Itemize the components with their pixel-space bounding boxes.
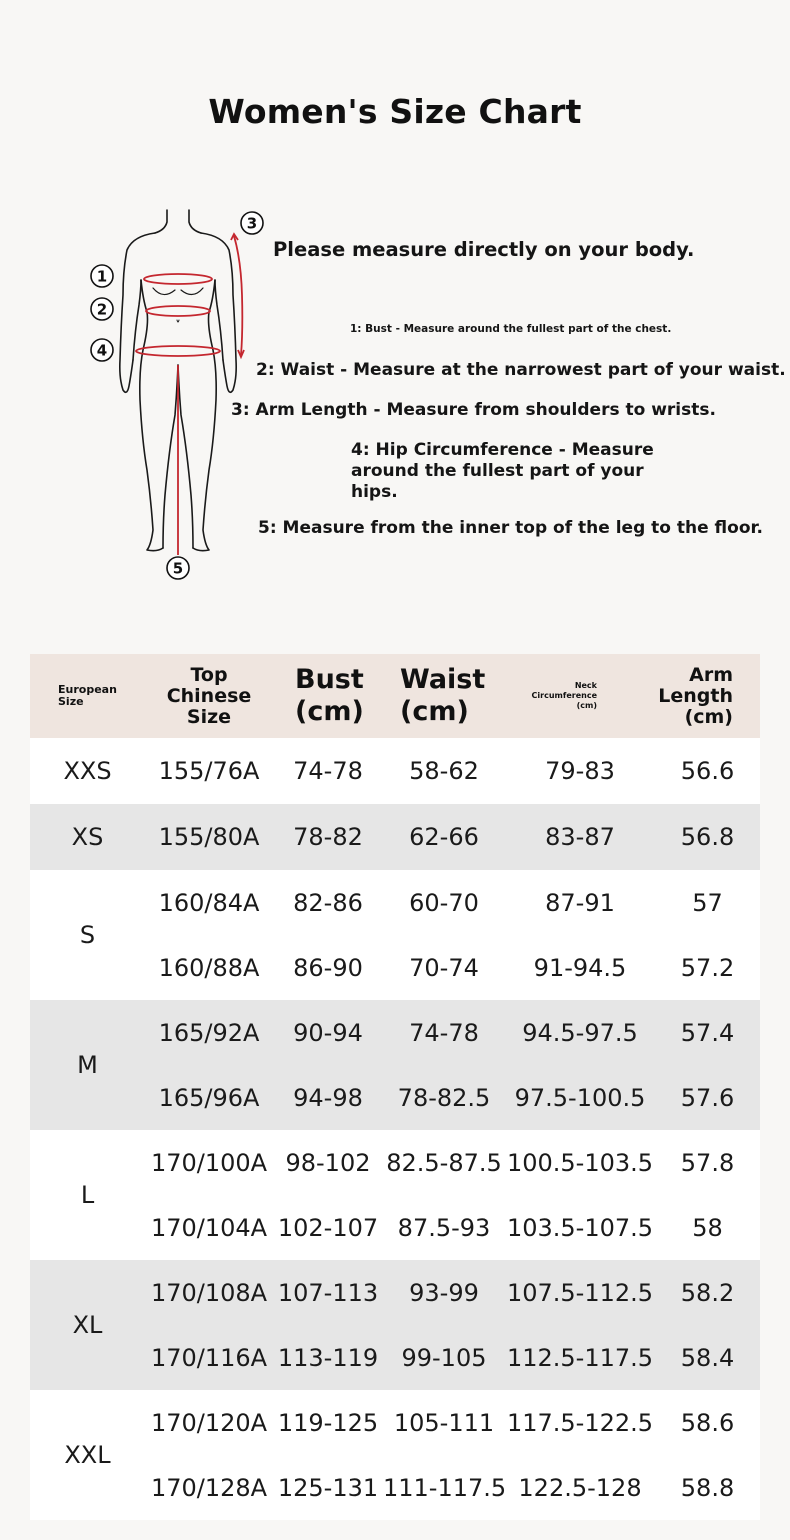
table-row <box>30 1390 760 1455</box>
waist-cell: 82.5-87.5 <box>386 1148 502 1177</box>
table-row <box>30 870 760 935</box>
neck-cell: 97.5-100.5 <box>514 1083 646 1112</box>
european-size-cell: XXL <box>64 1441 111 1469</box>
group-xxs <box>30 738 760 804</box>
chinese-size-cell: 170/120A <box>150 1408 268 1437</box>
marker-4-icon <box>91 339 113 361</box>
size-table <box>30 654 760 1520</box>
svg-text:1: 1 <box>96 267 108 286</box>
neck-cell: 83-87 <box>545 823 615 851</box>
arm-cell: 57.4 <box>680 1018 735 1047</box>
chinese-size-cell: 170/108A <box>150 1278 268 1307</box>
group-xl <box>30 1260 760 1390</box>
arm-cell: 58 <box>692 1213 723 1242</box>
hip-line <box>136 346 220 356</box>
bust-cell: 82-86 <box>293 888 363 917</box>
waist-cell: 60-70 <box>409 888 479 917</box>
waist-cell: 70-74 <box>409 953 479 982</box>
waist-line <box>146 306 210 316</box>
instruction-hip: 4: Hip Circumference - Measure around the fullest part of your hips. <box>351 440 654 502</box>
bust-cell: 125-131 <box>277 1473 379 1502</box>
bust-cell: 98-102 <box>285 1148 371 1177</box>
arm-cell: 56.6 <box>680 757 735 785</box>
svg-text:5: 5 <box>172 559 184 578</box>
arm-cell: 57.8 <box>680 1148 735 1177</box>
marker-1-icon <box>91 265 113 287</box>
marker-3-icon <box>241 212 263 234</box>
waist-cell: 93-99 <box>409 1278 479 1307</box>
neck-outline <box>155 210 167 233</box>
marker-5-icon <box>167 557 189 579</box>
chinese-size-cell: 170/128A <box>150 1473 268 1502</box>
waist-cell: 105-111 <box>393 1408 495 1437</box>
table-row <box>30 1260 760 1325</box>
header-neck: Neck Circumference (cm) <box>531 681 597 710</box>
neck-cell: 103.5-107.5 <box>506 1213 654 1242</box>
bust-cell: 94-98 <box>293 1083 363 1112</box>
table-row <box>30 804 760 870</box>
group-xxl <box>30 1390 760 1520</box>
neck-cell: 94.5-97.5 <box>522 1018 638 1047</box>
bust-cell: 107-113 <box>277 1278 379 1307</box>
european-size-cell: L <box>80 1181 95 1209</box>
instruction-leg: 5: Measure from the inner top of the leg to the floor. <box>258 518 763 538</box>
table-row <box>30 1000 760 1065</box>
bust-cell: 113-119 <box>277 1343 379 1372</box>
instruction-main: Please measure directly on your body. <box>273 238 695 261</box>
european-size-cell: XL <box>72 1311 103 1339</box>
waist-cell: 78-82.5 <box>397 1083 491 1112</box>
table-row <box>30 738 760 804</box>
chinese-size-cell: 155/80A <box>158 823 260 851</box>
bust-line <box>144 274 212 284</box>
chinese-size-cell: 160/84A <box>158 888 260 917</box>
waist-cell: 74-78 <box>409 1018 479 1047</box>
chinese-size-cell: 165/96A <box>158 1083 260 1112</box>
instruction-waist: 2: Waist - Measure at the narrowest part of your waist. <box>256 360 786 380</box>
arm-cell: 57 <box>692 888 723 917</box>
neck-cell: 87-91 <box>545 888 615 917</box>
arm-cell: 58.8 <box>680 1473 735 1502</box>
marker-2-icon <box>91 298 113 320</box>
instruction-bust: 1: Bust - Measure around the fullest part of the chest. <box>350 323 672 335</box>
european-size-cell: S <box>79 921 96 949</box>
svg-text:4: 4 <box>96 341 108 360</box>
bust-cell: 78-82 <box>293 823 363 851</box>
european-size-cell: XS <box>71 823 104 851</box>
header-waist: Waist (cm) <box>400 664 486 727</box>
page-title: Women's Size Chart <box>208 92 582 131</box>
neck-cell: 79-83 <box>545 757 615 785</box>
european-size-cell: XXS <box>63 757 112 785</box>
chinese-size-cell: 170/116A <box>150 1343 268 1372</box>
bust-cell: 119-125 <box>277 1408 379 1437</box>
group-s <box>30 870 760 1000</box>
instruction-arm: 3: Arm Length - Measure from shoulders to wrists. <box>231 400 716 420</box>
chinese-size-cell: 170/100A <box>150 1148 268 1177</box>
waist-cell: 87.5-93 <box>397 1213 491 1242</box>
neck-cell: 91-94.5 <box>533 953 627 982</box>
arm-cell: 58.2 <box>680 1278 735 1307</box>
group-m <box>30 1000 760 1130</box>
european-size-cell: M <box>77 1051 98 1079</box>
arm-cell: 58.4 <box>680 1343 735 1372</box>
chinese-size-cell: 165/92A <box>158 1018 260 1047</box>
arm-cell: 56.8 <box>680 823 735 851</box>
header-chinese-size: Top Chinese Size <box>166 663 252 728</box>
arm-cell: 58.6 <box>680 1408 735 1437</box>
svg-text:2: 2 <box>96 300 108 319</box>
bust-cell: 74-78 <box>293 757 363 785</box>
header-arm-length: Arm Length (cm) <box>658 663 733 728</box>
chinese-size-cell: 155/76A <box>158 757 260 785</box>
neck-cell: 122.5-128 <box>518 1473 642 1502</box>
arm-cell: 57.6 <box>680 1083 735 1112</box>
arm-cell: 57.2 <box>680 953 735 982</box>
waist-cell: 111-117.5 <box>383 1473 507 1502</box>
bust-cell: 90-94 <box>293 1018 363 1047</box>
waist-cell: 58-62 <box>409 757 479 785</box>
header-european-size: European Size <box>58 683 117 708</box>
body-measurement-figure <box>85 200 280 590</box>
waist-cell: 99-105 <box>401 1343 487 1372</box>
neck-cell: 107.5-112.5 <box>506 1278 654 1307</box>
group-l <box>30 1130 760 1260</box>
waist-cell: 62-66 <box>409 823 479 851</box>
header-bust: Bust (cm) <box>295 664 364 727</box>
chinese-size-cell: 160/88A <box>158 953 260 982</box>
bust-cell: 102-107 <box>277 1213 379 1242</box>
group-xs <box>30 804 760 870</box>
neck-cell: 112.5-117.5 <box>506 1343 654 1372</box>
table-row <box>30 1130 760 1195</box>
svg-text:3: 3 <box>246 214 258 233</box>
neck-cell: 117.5-122.5 <box>506 1408 654 1437</box>
bust-cell: 86-90 <box>293 953 363 982</box>
measure-lines <box>136 234 244 555</box>
neck-cell: 100.5-103.5 <box>506 1148 654 1177</box>
table-header-row <box>30 654 760 738</box>
chinese-size-cell: 170/104A <box>150 1213 268 1242</box>
